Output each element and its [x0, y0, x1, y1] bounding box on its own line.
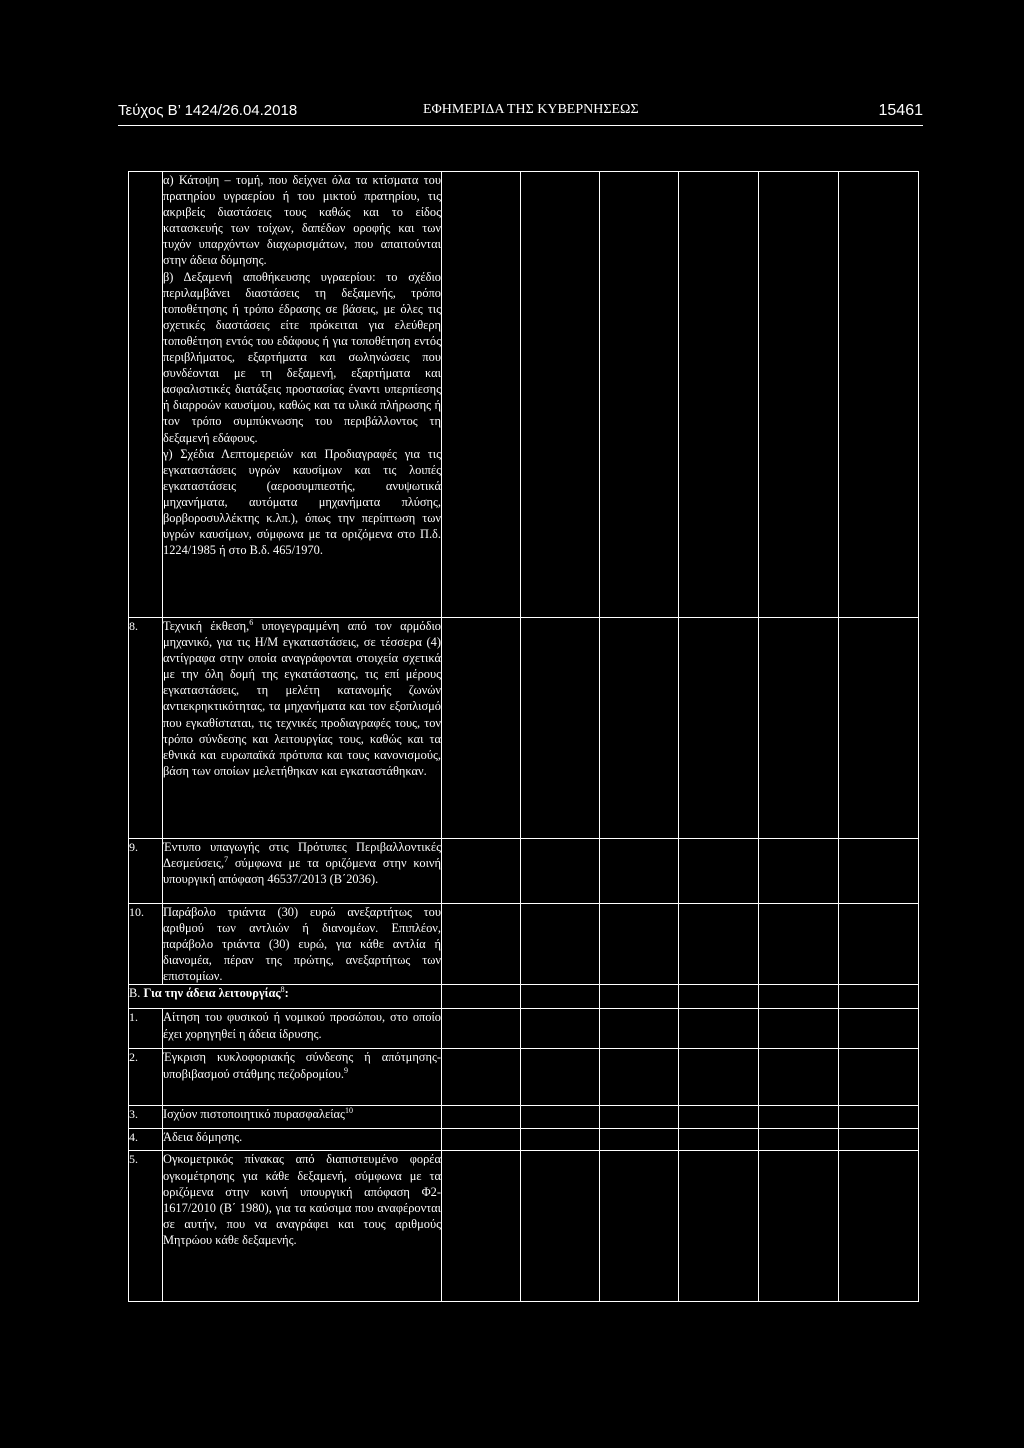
empty-cell: [679, 1151, 759, 1302]
section-b-heading: [129, 985, 442, 1009]
page-number: 15461: [878, 102, 923, 119]
row-number: 8.: [129, 618, 163, 839]
empty-cell: [679, 618, 759, 839]
footnote-ref: 10: [344, 1106, 353, 1116]
empty-cell: [600, 1129, 679, 1151]
empty-cell: [600, 172, 679, 618]
empty-cell: [600, 985, 679, 1009]
paragraph-b: β) Δεξαμενή αποθήκευσης υγραερίου: το σχέδιο περιλαμβάνει διαστάσεις τη δεξαμενής, τρόπο τοποθέτησης ή τρόπο έδρασης σε βάσεις, με όλες τις σχετικές διαστάσεις είτε πρόκειται για ελεύθερη τοποθέτηση εντός του εδάφους ή για τοποθέτηση εντός περιβλήματος, εξαρτήματα και σωληνώσεις που συνδέονται με τη δεξαμενή, εξαρτήματα και ασφαλιστικές διατάξεις προστασίας έναντι υπερπίεσης ή διαρροών καυσίμου, καθώς και τα υλικά πλήρωσης ή τον τρόπο συμπύκνωσης του περιβάλλοντος τη δεξαμενή εδάφους.: [163, 269, 441, 445]
table-row: [129, 1151, 919, 1302]
requirements-table: [128, 171, 919, 1302]
empty-cell: [679, 1129, 759, 1151]
empty-cell: [521, 618, 600, 839]
empty-cell: [839, 618, 919, 839]
item-text-main: Έγκριση κυκλοφοριακής σύνδεσης ή απότμησης- υποβιβασμού στάθμης πεζοδρομίου.: [163, 1050, 441, 1081]
empty-cell: [839, 1129, 919, 1151]
empty-cell: [521, 839, 600, 904]
empty-cell: [679, 904, 759, 985]
header-rule: [118, 125, 923, 126]
table-row: [129, 1009, 919, 1049]
table-row: [129, 172, 919, 618]
section-colon: :: [284, 986, 289, 1001]
empty-cell: [679, 985, 759, 1009]
section-title: Για την άδεια λειτουργίας: [143, 986, 281, 1001]
empty-cell: [521, 985, 600, 1009]
empty-cell: [442, 839, 521, 904]
footnote-ref: 8: [280, 985, 285, 995]
paragraph-a: α) Κάτοψη – τομή, που δείχνει όλα τα κτίσματα του πρατηρίου υγραερίου ή του μικτού πρατηρίου, τις ακριβείς διαστάσεις τους καθώς και το είδος κατασκευής των τοίχων, δαπέδων οροφής και των τυχόν υπαρχόντων διαχωρισμάτων, που απαιτούνται στην άδεια δόμησης.: [163, 173, 441, 268]
row-number: 1.: [129, 1009, 163, 1049]
empty-cell: [600, 839, 679, 904]
empty-cell: [442, 172, 521, 618]
empty-cell: [759, 839, 839, 904]
page-header: [118, 102, 923, 126]
empty-cell: [521, 904, 600, 985]
empty-cell: [759, 985, 839, 1009]
empty-cell: [839, 1106, 919, 1129]
empty-cell: [442, 904, 521, 985]
empty-cell: [839, 172, 919, 618]
empty-cell: [442, 1129, 521, 1151]
empty-cell: [839, 904, 919, 985]
table-row: [129, 1129, 919, 1151]
item-text-main: Αίτηση του φυσικού ή νομικού προσώπου, στο οποίο έχει χορηγηθεί η άδεια ίδρυσης.: [163, 1010, 441, 1041]
table-row: [129, 904, 919, 985]
row-number: 9.: [129, 839, 163, 904]
row-number: [129, 172, 163, 618]
empty-cell: [839, 1151, 919, 1302]
empty-cell: [679, 172, 759, 618]
empty-cell: [442, 1049, 521, 1106]
empty-cell: [759, 1106, 839, 1129]
table-row: [129, 618, 919, 839]
empty-cell: [442, 1009, 521, 1049]
item-text-rest: υπογεγραμμένη από τον αρμόδιο μηχανικό, για τις Η/Μ εγκαταστάσεις, σε τέσσερα (4) αντίγραφα στην οποία αναγράφονται στοιχεία σχετικά με την όλη δομή της εγκατάστασης, τις επί μέρους εγκαταστάσεις, τη μελέτη κατανομής ζωνών αντιεκρηκτικότητας, τα μηχανήματα και τον εξοπλισμό που εγκαθίσταται, τις τεχνικές προδιαγραφές τους, τον τρόπο σύνδεσης και λειτουργίας τους, καθώς και τα εθνικά και ευρωπαϊκά πρότυπα και τους κανονισμούς, βάση των οποίων μελετήθηκαν και εγκαταστάθηκαν.: [163, 619, 441, 778]
empty-cell: [759, 1049, 839, 1106]
empty-cell: [521, 1009, 600, 1049]
gazette-title: ΕΦΗΜΕΡΙΔΑ ΤΗΣ ΚΥΒΕΡΝΗΣΕΩΣ: [423, 102, 639, 117]
row-number: 2.: [129, 1049, 163, 1106]
item-text-main: Άδεια δόμησης.: [163, 1130, 243, 1145]
empty-cell: [521, 1151, 600, 1302]
item-text: [163, 1049, 442, 1106]
empty-cell: [679, 1106, 759, 1129]
empty-cell: [759, 618, 839, 839]
item-text-main: Έντυπο υπαγωγής στις Πρότυπες Περιβαλλοντικές Δεσμεύσεις,: [163, 840, 441, 871]
item-text: [163, 1106, 442, 1129]
empty-cell: [600, 618, 679, 839]
row-number: 3.: [129, 1106, 163, 1129]
row-number: 4.: [129, 1129, 163, 1151]
item-text: [163, 618, 442, 839]
table-row: [129, 1049, 919, 1106]
empty-cell: [839, 985, 919, 1009]
empty-cell: [759, 904, 839, 985]
empty-cell: [679, 839, 759, 904]
empty-cell: [442, 985, 521, 1009]
empty-cell: [600, 904, 679, 985]
empty-cell: [521, 1129, 600, 1151]
item-text: [163, 839, 442, 904]
footnote-ref: 7: [224, 854, 229, 864]
item-text-main: Ογκομετρικός πίνακας από διαπιστευμένο φορέα ογκομέτρησης για κάθε δεξαμενή, σύμφωνα με τα οριζόμενα στην κοινή υπουργική απόφαση Φ2-1617/2010 (Β΄ 1980), για τα καύσιμα που αναφέρονται σε αυτήν, που να αναγράφει και τους αριθμούς Μητρώου κάθε δεξαμενής.: [163, 1152, 441, 1247]
issue-label: Τεύχος Β’ 1424/26.04.2018: [118, 102, 298, 119]
empty-cell: [442, 618, 521, 839]
item-text: [163, 1151, 442, 1302]
empty-cell: [679, 1049, 759, 1106]
empty-cell: [521, 172, 600, 618]
empty-cell: [679, 1009, 759, 1049]
empty-cell: [839, 1009, 919, 1049]
section-label: Β.: [129, 986, 141, 1001]
empty-cell: [442, 1151, 521, 1302]
empty-cell: [600, 1151, 679, 1302]
item-text: [163, 1009, 442, 1049]
row-number: 10.: [129, 904, 163, 985]
item-text: [163, 904, 442, 985]
row-number: 5.: [129, 1151, 163, 1302]
item-text-main: Τεχνική έκθεση,: [163, 619, 250, 633]
footnote-ref: 6: [249, 617, 254, 627]
item-text: [163, 1129, 442, 1151]
table-row: [129, 839, 919, 904]
empty-cell: [442, 1106, 521, 1129]
paragraph-c: γ) Σχέδια Λεπτομερειών και Προδιαγραφές για τις εγκαταστάσεις υγρών καυσίμων και τις λοιπές εγκαταστάσεις (αεροσυμπιεστής, ανυψωτικά μηχανήματα, αυτόματα μηχανήματα πλύσης, βορβοροσυλλέκτης κ.λπ.), όπως την περίπτωση των υγρών καυσίμων, σύμφωνα με τα οριζόμενα στο Π.δ. 1224/1985 ή στο Β.δ. 465/1970.: [163, 446, 441, 558]
table-row: [129, 1106, 919, 1129]
item-text-main: Ισχύον πιστοποιητικό πυρασφαλείας: [163, 1107, 345, 1122]
item-text-main: Παράβολο τριάντα (30) ευρώ ανεξαρτήτως του αριθμού των αντλιών ή διανομέων. Επιπλέον, παράβολο τριάντα (30) ευρώ, για κάθε αντλία ή διανομέα, πέραν της πρώτης, ανεξαρτήτως των επιστομίων.: [163, 905, 441, 984]
empty-cell: [521, 1049, 600, 1106]
empty-cell: [839, 1049, 919, 1106]
empty-cell: [759, 1151, 839, 1302]
empty-cell: [759, 172, 839, 618]
footnote-ref: 9: [343, 1065, 348, 1075]
table-row: [129, 985, 919, 1009]
empty-cell: [759, 1129, 839, 1151]
empty-cell: [600, 1106, 679, 1129]
empty-cell: [839, 839, 919, 904]
empty-cell: [521, 1106, 600, 1129]
empty-cell: [600, 1049, 679, 1106]
item-text-rest: σύμφωνα με τα οριζόμενα στην κοινή υπουργική απόφαση 46537/2013 (Β΄2036).: [163, 856, 441, 887]
empty-cell: [600, 1009, 679, 1049]
empty-cell: [759, 1009, 839, 1049]
drawings-description: [163, 172, 442, 618]
